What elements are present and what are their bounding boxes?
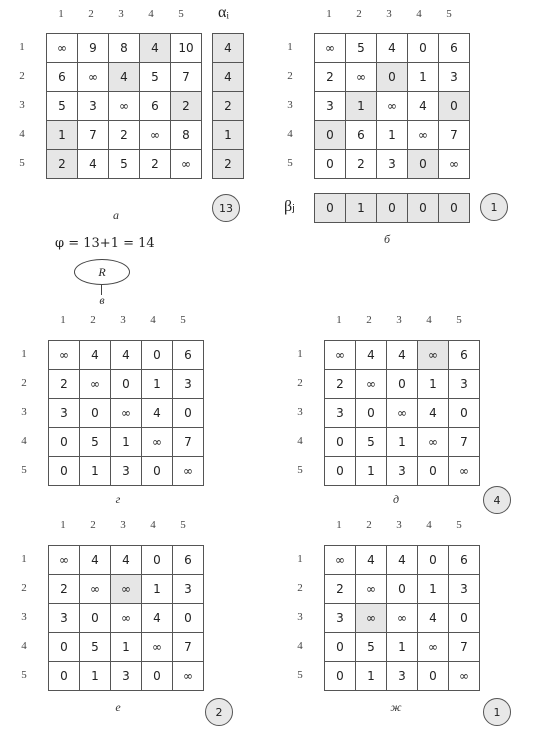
matrix-row bbox=[325, 428, 480, 457]
matrix-cell: 3 bbox=[49, 604, 80, 633]
matrix-cell: 1 bbox=[356, 662, 387, 691]
col-label: 3 bbox=[386, 8, 392, 20]
matrix-cell: ∞ bbox=[387, 604, 418, 633]
row-label: 1 bbox=[21, 348, 27, 360]
matrix-cell: 0 bbox=[315, 150, 346, 179]
tree-node: R bbox=[74, 259, 130, 285]
matrix-cell: ∞ bbox=[111, 399, 142, 428]
matrix-cell: ∞ bbox=[356, 575, 387, 604]
col-label: 5 bbox=[178, 8, 184, 20]
matrix-d bbox=[324, 340, 480, 486]
matrix-cell: 6 bbox=[449, 546, 480, 575]
matrix-row bbox=[49, 370, 204, 399]
col-label: 5 bbox=[456, 314, 462, 326]
matrix-cell: 0 bbox=[80, 604, 111, 633]
matrix-cell: 5 bbox=[80, 428, 111, 457]
matrix-row bbox=[49, 662, 204, 691]
matrix-row bbox=[315, 34, 470, 63]
matrix-cell: 4 bbox=[80, 546, 111, 575]
matrix-cell: ∞ bbox=[142, 428, 173, 457]
matrix-cell: ∞ bbox=[418, 341, 449, 370]
row-label: 5 bbox=[21, 464, 27, 476]
col-label: 1 bbox=[60, 314, 66, 326]
matrix-cell: 4 bbox=[78, 150, 109, 179]
matrix-cell: 2 bbox=[325, 575, 356, 604]
matrix-cell: 0 bbox=[387, 370, 418, 399]
matrix-cell: 1 bbox=[387, 428, 418, 457]
matrix-cell: 3 bbox=[449, 575, 480, 604]
matrix-cell: 2 bbox=[49, 575, 80, 604]
matrix-cell: 0 bbox=[142, 662, 173, 691]
col-label: 1 bbox=[326, 8, 332, 20]
row-label: 2 bbox=[19, 70, 25, 82]
matrix-cell: ∞ bbox=[49, 546, 80, 575]
matrix-cell: 0 bbox=[49, 662, 80, 691]
col-label: 3 bbox=[120, 519, 126, 531]
row-label: 3 bbox=[19, 99, 25, 111]
matrix-cell: ∞ bbox=[49, 341, 80, 370]
matrix-cell: 0 bbox=[111, 370, 142, 399]
matrix-cell: 1 bbox=[418, 575, 449, 604]
matrix-cell: ∞ bbox=[111, 604, 142, 633]
caption-v: в bbox=[99, 293, 105, 307]
matrix-cell: 5 bbox=[47, 92, 78, 121]
row-label: 4 bbox=[19, 128, 25, 140]
matrix-row bbox=[325, 457, 480, 486]
matrix-row bbox=[49, 575, 204, 604]
matrix-cell: 1 bbox=[356, 457, 387, 486]
matrix-cell: ∞ bbox=[408, 121, 439, 150]
matrix-cell: 3 bbox=[325, 604, 356, 633]
matrix-row bbox=[315, 121, 470, 150]
matrix-row bbox=[325, 341, 480, 370]
matrix-cell: 5 bbox=[356, 428, 387, 457]
matrix-cell: ∞ bbox=[111, 575, 142, 604]
col-label: 2 bbox=[90, 519, 96, 531]
matrix-cell: 4 bbox=[387, 341, 418, 370]
matrix-cell: 0 bbox=[80, 399, 111, 428]
beta-row bbox=[314, 193, 470, 223]
matrix-cell: 2 bbox=[140, 150, 171, 179]
matrix-row bbox=[47, 34, 202, 63]
matrix-cell: 4 bbox=[356, 341, 387, 370]
matrix-cell: 1 bbox=[80, 662, 111, 691]
matrix-row bbox=[315, 150, 470, 179]
matrix-cell: 0 bbox=[356, 399, 387, 428]
row-label: 5 bbox=[297, 464, 303, 476]
matrix-row bbox=[47, 63, 202, 92]
row-label: 4 bbox=[21, 435, 27, 447]
matrix-cell: ∞ bbox=[418, 633, 449, 662]
matrix-cell: 0 bbox=[408, 34, 439, 63]
matrix-cell: 8 bbox=[109, 34, 140, 63]
beta-cell: 0 bbox=[315, 194, 346, 223]
matrix-cell: 3 bbox=[325, 399, 356, 428]
caption-zh: ж bbox=[390, 700, 402, 714]
matrix-cell: ∞ bbox=[418, 428, 449, 457]
matrix-cell: 0 bbox=[325, 428, 356, 457]
row-label: 5 bbox=[297, 669, 303, 681]
row-label: 5 bbox=[21, 669, 27, 681]
col-label: 5 bbox=[180, 314, 186, 326]
col-label: 4 bbox=[148, 8, 154, 20]
beta-cell: 0 bbox=[439, 194, 470, 223]
matrix-cell: 3 bbox=[78, 92, 109, 121]
matrix-cell: ∞ bbox=[80, 370, 111, 399]
matrix-cell: ∞ bbox=[173, 457, 204, 486]
matrix-cell: ∞ bbox=[140, 121, 171, 150]
col-label: 4 bbox=[150, 314, 156, 326]
matrix-cell: ∞ bbox=[356, 604, 387, 633]
matrix-row bbox=[325, 633, 480, 662]
matrix-cell: 1 bbox=[142, 370, 173, 399]
col-label: 3 bbox=[396, 314, 402, 326]
row-label: 3 bbox=[287, 99, 293, 111]
matrix-cell: ∞ bbox=[449, 457, 480, 486]
matrix-cell: ∞ bbox=[80, 575, 111, 604]
matrix-cell: 0 bbox=[387, 575, 418, 604]
matrix-cell: 3 bbox=[387, 457, 418, 486]
matrix-row bbox=[325, 399, 480, 428]
alpha-row bbox=[213, 121, 244, 150]
phi-formula: φ = 13+1 = 14 bbox=[55, 236, 155, 251]
matrix-cell: 7 bbox=[449, 428, 480, 457]
matrix-cell: ∞ bbox=[439, 150, 470, 179]
matrix-cell: 0 bbox=[49, 457, 80, 486]
beta-cell: 1 bbox=[346, 194, 377, 223]
matrix-cell: ∞ bbox=[171, 150, 202, 179]
matrix-cell: 3 bbox=[449, 370, 480, 399]
col-label: 1 bbox=[336, 314, 342, 326]
col-label: 4 bbox=[426, 519, 432, 531]
matrix-row bbox=[49, 341, 204, 370]
matrix-row bbox=[47, 150, 202, 179]
matrix-cell: 10 bbox=[171, 34, 202, 63]
matrix-row bbox=[49, 399, 204, 428]
matrix-cell: 1 bbox=[142, 575, 173, 604]
matrix-cell: 0 bbox=[418, 662, 449, 691]
matrix-cell: 0 bbox=[325, 633, 356, 662]
matrix-row bbox=[325, 546, 480, 575]
col-label: 1 bbox=[58, 8, 64, 20]
row-label: 3 bbox=[297, 406, 303, 418]
matrix-row bbox=[325, 604, 480, 633]
matrix-cell: 6 bbox=[449, 341, 480, 370]
matrix-cell: 7 bbox=[173, 633, 204, 662]
row-label: 2 bbox=[297, 377, 303, 389]
matrix-row bbox=[49, 604, 204, 633]
matrix-cell: 3 bbox=[173, 370, 204, 399]
matrix-cell: 0 bbox=[49, 633, 80, 662]
matrix-cell: 4 bbox=[80, 341, 111, 370]
row-label: 2 bbox=[21, 377, 27, 389]
alpha-cell: 4 bbox=[213, 63, 244, 92]
matrix-cell: 0 bbox=[325, 662, 356, 691]
matrix-cell: 4 bbox=[408, 92, 439, 121]
col-label: 2 bbox=[366, 519, 372, 531]
matrix-cell: 4 bbox=[111, 341, 142, 370]
matrix-cell: 4 bbox=[387, 546, 418, 575]
beta-row-cells bbox=[315, 194, 470, 223]
col-label: 2 bbox=[366, 314, 372, 326]
beta-cell: 0 bbox=[377, 194, 408, 223]
row-label: 1 bbox=[21, 553, 27, 565]
badge-e-circle: 2 bbox=[205, 698, 233, 726]
caption-a: а bbox=[113, 208, 119, 222]
alpha-cell: 1 bbox=[213, 121, 244, 150]
alpha-cell: 2 bbox=[213, 92, 244, 121]
caption-b: б bbox=[383, 232, 391, 246]
matrix-cell: 1 bbox=[377, 121, 408, 150]
matrix-cell: 0 bbox=[439, 92, 470, 121]
matrix-cell: 0 bbox=[449, 604, 480, 633]
badge-d-circle: 4 bbox=[483, 486, 511, 514]
matrix-cell: ∞ bbox=[387, 399, 418, 428]
matrix-cell: 6 bbox=[47, 63, 78, 92]
alpha-row bbox=[213, 92, 244, 121]
row-label: 5 bbox=[19, 157, 25, 169]
alpha-row bbox=[213, 34, 244, 63]
matrix-cell: 7 bbox=[449, 633, 480, 662]
matrix-cell: ∞ bbox=[78, 63, 109, 92]
row-label: 3 bbox=[21, 611, 27, 623]
matrix-row bbox=[49, 546, 204, 575]
col-label: 3 bbox=[118, 8, 124, 20]
caption-g: г bbox=[115, 492, 121, 506]
matrix-cell: 4 bbox=[142, 399, 173, 428]
beta-cell: 0 bbox=[408, 194, 439, 223]
beta-sum-circle: 1 bbox=[480, 193, 508, 221]
col-label: 5 bbox=[456, 519, 462, 531]
matrix-cell: 4 bbox=[418, 399, 449, 428]
matrix-cell: 1 bbox=[387, 633, 418, 662]
matrix-cell: 5 bbox=[140, 63, 171, 92]
col-label: 5 bbox=[180, 519, 186, 531]
row-label: 3 bbox=[21, 406, 27, 418]
matrix-cell: 1 bbox=[111, 633, 142, 662]
matrix-row bbox=[315, 92, 470, 121]
col-label: 2 bbox=[90, 314, 96, 326]
alpha-cell: 4 bbox=[213, 34, 244, 63]
matrix-row bbox=[325, 662, 480, 691]
row-label: 1 bbox=[287, 41, 293, 53]
matrix-cell: 6 bbox=[439, 34, 470, 63]
matrix-cell: 6 bbox=[346, 121, 377, 150]
matrix-cell: ∞ bbox=[346, 63, 377, 92]
matrix-cell: 5 bbox=[356, 633, 387, 662]
matrix-cell: 0 bbox=[325, 457, 356, 486]
matrix-cell: 2 bbox=[346, 150, 377, 179]
matrix-cell: 7 bbox=[173, 428, 204, 457]
matrix-cell: 2 bbox=[171, 92, 202, 121]
matrix-cell: 4 bbox=[109, 63, 140, 92]
matrix-cell: 6 bbox=[173, 341, 204, 370]
matrix-cell: 4 bbox=[377, 34, 408, 63]
col-label: 4 bbox=[416, 8, 422, 20]
matrix-row bbox=[49, 428, 204, 457]
matrix-cell: 0 bbox=[173, 604, 204, 633]
row-label: 4 bbox=[21, 640, 27, 652]
matrix-cell: 3 bbox=[49, 399, 80, 428]
matrix-cell: 1 bbox=[418, 370, 449, 399]
matrix-row bbox=[49, 633, 204, 662]
matrix-g bbox=[48, 340, 204, 486]
matrix-cell: 2 bbox=[109, 121, 140, 150]
matrix-cell: 0 bbox=[142, 457, 173, 486]
matrix-cell: 3 bbox=[111, 662, 142, 691]
matrix-cell: 5 bbox=[109, 150, 140, 179]
alpha-label: αᵢ bbox=[218, 4, 229, 21]
caption-e: е bbox=[115, 700, 121, 714]
row-label: 1 bbox=[297, 348, 303, 360]
row-label: 4 bbox=[297, 435, 303, 447]
matrix-cell: ∞ bbox=[315, 34, 346, 63]
matrix-cell: 4 bbox=[142, 604, 173, 633]
alpha-row bbox=[213, 63, 244, 92]
matrix-cell: 5 bbox=[80, 633, 111, 662]
row-label: 2 bbox=[21, 582, 27, 594]
alpha-row bbox=[213, 150, 244, 179]
matrix-cell: ∞ bbox=[377, 92, 408, 121]
alpha-sum-circle: 13 bbox=[212, 194, 240, 222]
col-label: 2 bbox=[356, 8, 362, 20]
matrix-cell: 3 bbox=[377, 150, 408, 179]
matrix-cell: 0 bbox=[408, 150, 439, 179]
row-label: 2 bbox=[297, 582, 303, 594]
matrix-cell: 9 bbox=[78, 34, 109, 63]
matrix-cell: ∞ bbox=[142, 633, 173, 662]
col-label: 3 bbox=[120, 314, 126, 326]
matrix-row bbox=[325, 575, 480, 604]
matrix-cell: 0 bbox=[418, 457, 449, 486]
col-label: 4 bbox=[426, 314, 432, 326]
matrix-cell: 1 bbox=[80, 457, 111, 486]
matrix-row bbox=[47, 121, 202, 150]
matrix-cell: ∞ bbox=[356, 370, 387, 399]
caption-d: д bbox=[392, 492, 400, 506]
row-label: 4 bbox=[297, 640, 303, 652]
alpha-cell: 2 bbox=[213, 150, 244, 179]
matrix-cell: 0 bbox=[315, 121, 346, 150]
row-label: 2 bbox=[287, 70, 293, 82]
matrix-cell: ∞ bbox=[173, 662, 204, 691]
matrix-cell: 7 bbox=[171, 63, 202, 92]
matrix-cell: 0 bbox=[173, 399, 204, 428]
matrix-zh bbox=[324, 545, 480, 691]
matrix-cell: 3 bbox=[111, 457, 142, 486]
matrix-cell: 6 bbox=[173, 546, 204, 575]
row-label: 4 bbox=[287, 128, 293, 140]
matrix-cell: 2 bbox=[49, 370, 80, 399]
matrix-cell: 8 bbox=[171, 121, 202, 150]
matrix-cell: 3 bbox=[439, 63, 470, 92]
matrix-a bbox=[46, 33, 202, 179]
matrix-cell: 0 bbox=[142, 546, 173, 575]
matrix-cell: 6 bbox=[140, 92, 171, 121]
matrix-row bbox=[325, 370, 480, 399]
row-label: 1 bbox=[19, 41, 25, 53]
matrix-cell: ∞ bbox=[325, 341, 356, 370]
matrix-cell: 4 bbox=[111, 546, 142, 575]
matrix-cell: 7 bbox=[78, 121, 109, 150]
matrix-cell: ∞ bbox=[109, 92, 140, 121]
matrix-b bbox=[314, 33, 470, 179]
matrix-cell: 0 bbox=[418, 546, 449, 575]
matrix-cell: 2 bbox=[325, 370, 356, 399]
matrix-cell: 1 bbox=[111, 428, 142, 457]
matrix-cell: 2 bbox=[315, 63, 346, 92]
matrix-cell: 3 bbox=[315, 92, 346, 121]
alpha-column bbox=[212, 33, 244, 179]
col-label: 1 bbox=[336, 519, 342, 531]
matrix-cell: 3 bbox=[173, 575, 204, 604]
row-label: 1 bbox=[297, 553, 303, 565]
col-label: 2 bbox=[88, 8, 94, 20]
col-label: 5 bbox=[446, 8, 452, 20]
matrix-cell: ∞ bbox=[449, 662, 480, 691]
matrix-cell: 4 bbox=[418, 604, 449, 633]
matrix-cell: ∞ bbox=[325, 546, 356, 575]
row-label: 3 bbox=[297, 611, 303, 623]
row-label: 5 bbox=[287, 157, 293, 169]
matrix-cell: 3 bbox=[387, 662, 418, 691]
matrix-cell: 0 bbox=[377, 63, 408, 92]
matrix-row bbox=[49, 457, 204, 486]
matrix-cell: 1 bbox=[47, 121, 78, 150]
matrix-row bbox=[315, 63, 470, 92]
matrix-cell: 2 bbox=[47, 150, 78, 179]
beta-label: βⱼ bbox=[284, 198, 295, 215]
matrix-row bbox=[47, 92, 202, 121]
matrix-cell: 0 bbox=[449, 399, 480, 428]
matrix-cell: 1 bbox=[408, 63, 439, 92]
col-label: 1 bbox=[60, 519, 66, 531]
matrix-cell: 5 bbox=[346, 34, 377, 63]
col-label: 3 bbox=[396, 519, 402, 531]
matrix-cell: 1 bbox=[346, 92, 377, 121]
matrix-cell: 0 bbox=[49, 428, 80, 457]
matrix-cell: 0 bbox=[142, 341, 173, 370]
matrix-e bbox=[48, 545, 204, 691]
col-label: 4 bbox=[150, 519, 156, 531]
matrix-cell: ∞ bbox=[47, 34, 78, 63]
matrix-cell: 4 bbox=[140, 34, 171, 63]
badge-zh-circle: 1 bbox=[483, 698, 511, 726]
matrix-cell: 4 bbox=[356, 546, 387, 575]
matrix-cell: 7 bbox=[439, 121, 470, 150]
